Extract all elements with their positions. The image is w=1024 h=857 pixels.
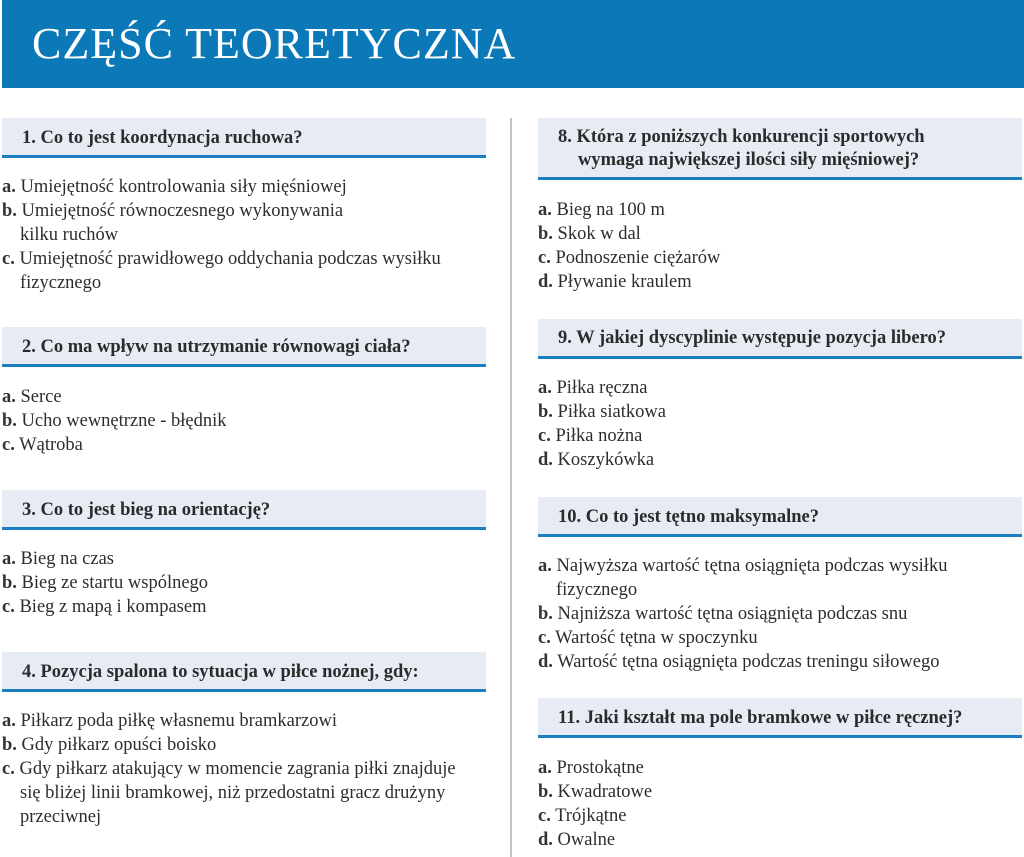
question-2-text: 2. Co ma wpływ na utrzymanie równowagi ciała? bbox=[22, 337, 411, 357]
answer-2b: b. Ucho wewnętrzne - błędnik bbox=[2, 411, 227, 431]
answer-11d: d. Owalne bbox=[538, 830, 616, 850]
question-3-text: 3. Co to jest bieg na orientację? bbox=[22, 500, 271, 520]
question-9-header bbox=[538, 319, 1022, 359]
answer-2a: a. Serce bbox=[2, 387, 62, 407]
question-8-answers bbox=[538, 198, 720, 294]
answer-4b: b. Gdy piłkarz opuści boisko bbox=[2, 735, 217, 755]
answer-11b: b. Kwadratowe bbox=[538, 782, 653, 802]
answer-8b: b. Skok w dal bbox=[538, 224, 641, 244]
answer-4c: c. Gdy piłkarz atakujący w momencie zagrania piłki znajduje się bliżej linii bramkowej, niż przedostatni gracz drużyny przeciwnej bbox=[2, 759, 456, 827]
answer-9a: a. Piłka ręczna bbox=[538, 378, 648, 398]
question-11-text: 11. Jaki kształt ma pole bramkowe w piłce ręcznej? bbox=[558, 708, 963, 728]
question-2-answers bbox=[2, 385, 227, 457]
question-10-text: 10. Co to jest tętno maksymalne? bbox=[558, 507, 820, 527]
header-band bbox=[2, 0, 1024, 88]
question-1-header bbox=[2, 118, 486, 158]
question-4-answers bbox=[2, 709, 456, 829]
answer-9d: d. Koszykówka bbox=[538, 450, 655, 470]
answer-2c: c. Wątroba bbox=[2, 435, 83, 455]
answer-10a: a. Najwyższa wartość tętna osiągnięta podczas wysiłku fizycznego bbox=[538, 556, 948, 600]
answer-10d: d. Wartość tętna osiągnięta podczas treningu siłowego bbox=[538, 652, 940, 672]
question-1-answers bbox=[2, 175, 441, 295]
question-11-answers bbox=[538, 756, 652, 852]
answer-9b: b. Piłka siatkowa bbox=[538, 402, 666, 422]
question-10-header bbox=[538, 497, 1022, 537]
question-1-text: 1. Co to jest koordynacja ruchowa? bbox=[22, 128, 303, 148]
answer-10c: c. Wartość tętna w spoczynku bbox=[538, 628, 758, 648]
answer-8a: a. Bieg na 100 m bbox=[538, 200, 665, 220]
question-3-answers bbox=[2, 547, 208, 619]
question-11-header bbox=[538, 698, 1022, 738]
question-4-text: 4. Pozycja spalona to sytuacja w piłce nożnej, gdy: bbox=[22, 662, 419, 682]
answer-8c: c. Podnoszenie ciężarów bbox=[538, 248, 721, 268]
page-title: CZĘŚĆ TEORETYCZNA bbox=[32, 19, 517, 68]
question-8-text: 8. Która z poniższych konkurencji sportowych bbox=[558, 127, 925, 147]
column-divider bbox=[510, 118, 512, 857]
question-10-answers bbox=[538, 554, 947, 674]
question-8-text-line2: wymaga największej ilości siły mięśniowej? bbox=[578, 150, 920, 170]
answer-3a: a. Bieg na czas bbox=[2, 549, 114, 569]
question-2-header bbox=[2, 327, 486, 367]
answer-9c: c. Piłka nożna bbox=[538, 426, 643, 446]
answer-3b: b. Bieg ze startu wspólnego bbox=[2, 573, 209, 593]
answer-11a: a. Prostokątne bbox=[538, 758, 644, 778]
answer-1c: c. Umiejętność prawidłowego oddychania podczas wysiłku fizycznego bbox=[2, 249, 441, 293]
question-9-answers bbox=[538, 376, 666, 472]
answer-1a: a. Umiejętność kontrolowania siły mięśniowej bbox=[2, 177, 347, 197]
question-3-header bbox=[2, 490, 486, 530]
answer-11c: c. Trójkątne bbox=[538, 806, 627, 826]
answer-10b: b. Najniższa wartość tętna osiągnięta podczas snu bbox=[538, 604, 908, 624]
answer-3c: c. Bieg z mapą i kompasem bbox=[2, 597, 207, 617]
question-8-header bbox=[538, 118, 1022, 180]
question-9-text: 9. W jakiej dyscyplinie występuje pozycja libero? bbox=[558, 328, 946, 348]
answer-8d: d. Pływanie kraulem bbox=[538, 272, 692, 292]
answer-4a: a. Piłkarz poda piłkę własnemu bramkarzowi bbox=[2, 711, 337, 731]
answer-1b: b. Umiejętność równoczesnego wykonywania kilku ruchów bbox=[2, 201, 344, 245]
question-4-header bbox=[2, 652, 486, 692]
